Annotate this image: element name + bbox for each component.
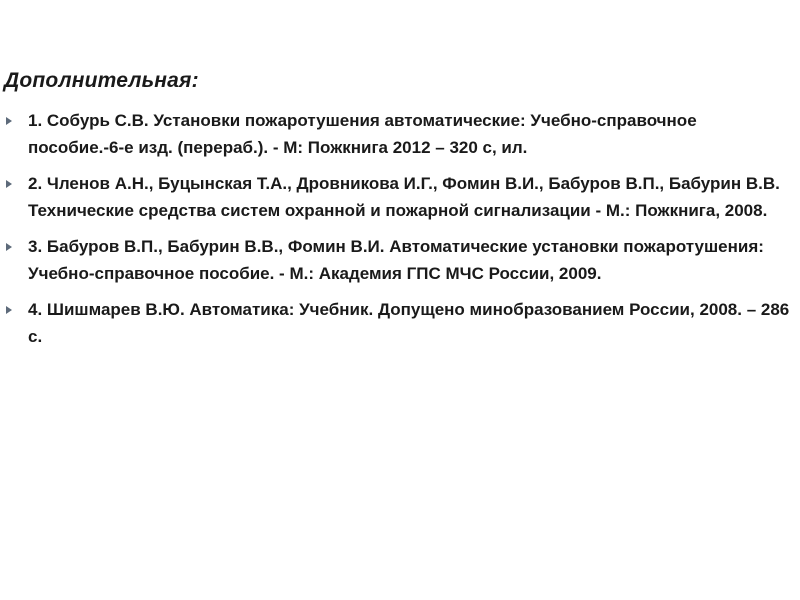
triangle-bullet-icon — [6, 180, 12, 188]
triangle-bullet-icon — [6, 306, 12, 314]
reference-text: 1. Собурь С.В. Установки пожаротушения автоматические: Учебно-справочное пособие.-6-е изд. (перераб.). - М: Пожкнига 2012 – 320 с, ил. — [28, 111, 697, 157]
reference-text: 3. Бабуров В.П., Бабурин В.В., Фомин В.И. Автоматические установки пожаротушения: Учебно-справочное пособие. - М.: Академия ГПС МЧС России, 2009. — [28, 237, 764, 283]
reference-item-1 — [0, 108, 796, 161]
reference-item-4 — [0, 297, 796, 350]
reference-text: 4. Шишмарев В.Ю. Автоматика: Учебник. Допущено минобразованием России, 2008. – 286 с. — [28, 300, 790, 346]
section-heading: Дополнительная: — [4, 69, 199, 92]
triangle-bullet-icon — [6, 243, 12, 251]
reference-list — [0, 108, 796, 360]
reference-item-2 — [0, 171, 796, 224]
reference-text: 2. Членов А.Н., Буцынская Т.А., Дровникова И.Г., Фомин В.И., Бабуров В.П., Бабурин В.В. Технические средства систем охранной и пожарной сигнализации - М.: Пожкнига, 2008. — [28, 174, 780, 220]
reference-item-3 — [0, 234, 796, 287]
triangle-bullet-icon — [6, 117, 12, 125]
